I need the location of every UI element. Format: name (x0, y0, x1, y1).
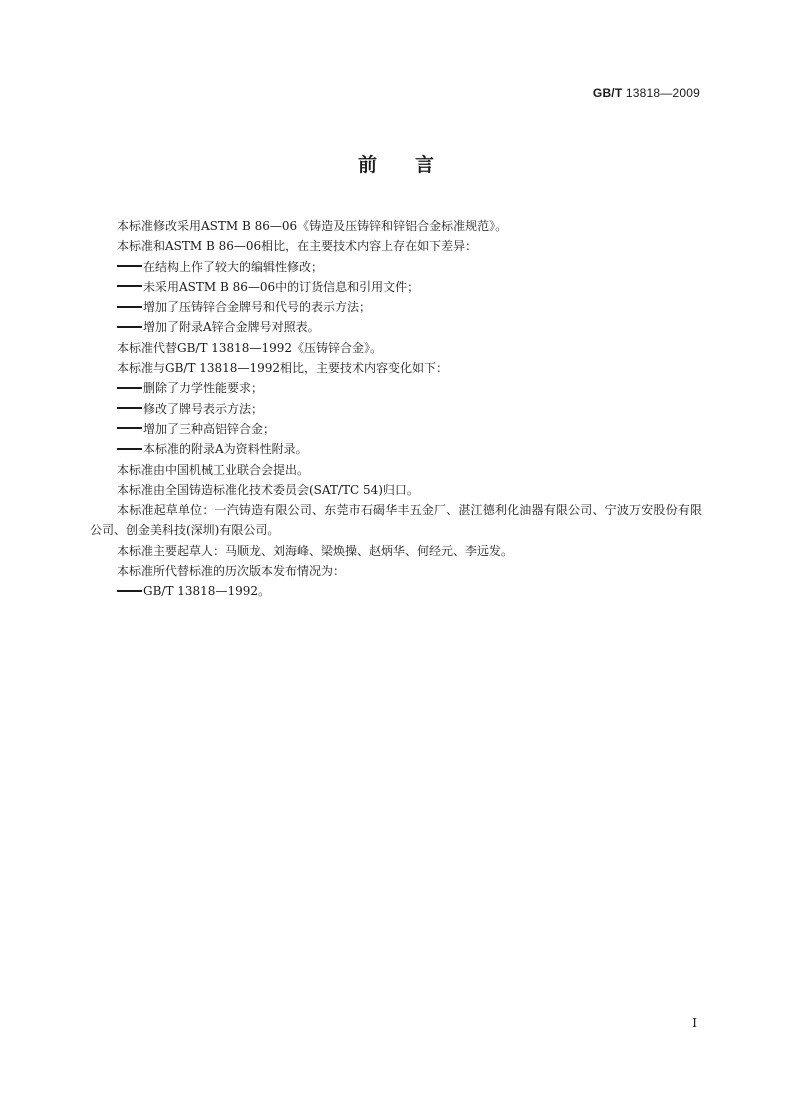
em-dash-marker (117, 326, 142, 328)
paragraph-text: 本标准修改采用ASTM B 86—06《铸造及压铸锌和锌铝合金标准规范》。 (117, 219, 508, 233)
paragraph-text: 本标准所代替标准的历次版本发布情况为： (117, 564, 346, 579)
standard-prefix: GB/T (592, 86, 623, 100)
list-item (90, 277, 702, 297)
page-number: I (692, 1016, 697, 1030)
paragraph-text: 增加了附录A锌合金牌号对照表。 (143, 320, 320, 335)
list-item (90, 399, 702, 419)
paragraph-text: 增加了压铸锌合金牌号和代号的表示方法； (143, 300, 372, 315)
paragraph (90, 338, 702, 358)
paragraph-text: 修改了牌号表示方法； (143, 401, 264, 416)
paragraph (90, 541, 702, 561)
em-dash-marker (117, 265, 142, 267)
paragraph (90, 358, 702, 378)
paragraph (90, 561, 702, 581)
paragraph-text: 本标准由全国铸造标准化技术委员会(SAT/TC 54)归口。 (117, 482, 419, 497)
paragraph-text: GB/T 13818—1992。 (143, 584, 270, 599)
paragraph (90, 500, 702, 541)
em-dash-marker (117, 407, 142, 409)
paragraph-text: 本标准主要起草人：马顺龙、刘海峰、梁焕操、赵炳华、何经元、李远发。 (117, 543, 514, 558)
em-dash-marker (117, 285, 142, 287)
paragraph (90, 460, 702, 480)
paragraph-text: 本标准与GB/T 13818—1992相比，主要技术内容变化如下： (117, 361, 448, 376)
em-dash-marker (117, 306, 142, 308)
standard-number: 13818—2009 (625, 86, 700, 100)
paragraph-text: 在结构上作了较大的编辑性修改； (143, 259, 324, 274)
foreword-body (90, 216, 702, 602)
paragraph-text: 本标准代替GB/T 13818—1992《压铸锌合金》。 (117, 340, 382, 355)
paragraph-text: 本标准和ASTM B 86—06相比，在主要技术内容上存在如下差异： (117, 239, 478, 254)
list-item (90, 297, 702, 317)
paragraph-text: 本标准的附录A为资料性附录。 (143, 442, 308, 457)
paragraph-text: 未采用ASTM B 86—06中的订货信息和引用文件； (143, 279, 420, 294)
standard-code-header (593, 86, 700, 100)
em-dash-marker (117, 448, 142, 450)
em-dash-marker (117, 387, 142, 389)
list-item (90, 419, 702, 439)
list-item (90, 378, 702, 398)
list-item (90, 581, 702, 601)
list-item (90, 439, 702, 459)
paragraph-text: 删除了力学性能要求； (143, 381, 264, 396)
paragraph (90, 480, 702, 500)
list-item (90, 257, 702, 277)
em-dash-marker (117, 427, 142, 429)
em-dash-marker (117, 590, 142, 592)
paragraph-text: 本标准由中国机械工业联合会提出。 (117, 462, 310, 477)
list-item (90, 317, 702, 337)
paragraph-text: 本标准起草单位：一汽铸造有限公司、东莞市石碣华丰五金厂、湛江德利化油器有限公司、宁波万安股份有限公司、创金美科技(深圳)有限公司。 (90, 503, 702, 538)
paragraph (90, 236, 702, 256)
paragraph (90, 216, 702, 236)
page-title: 前言 (357, 154, 472, 176)
paragraph-text: 增加了三种高铝锌合金； (143, 421, 276, 436)
